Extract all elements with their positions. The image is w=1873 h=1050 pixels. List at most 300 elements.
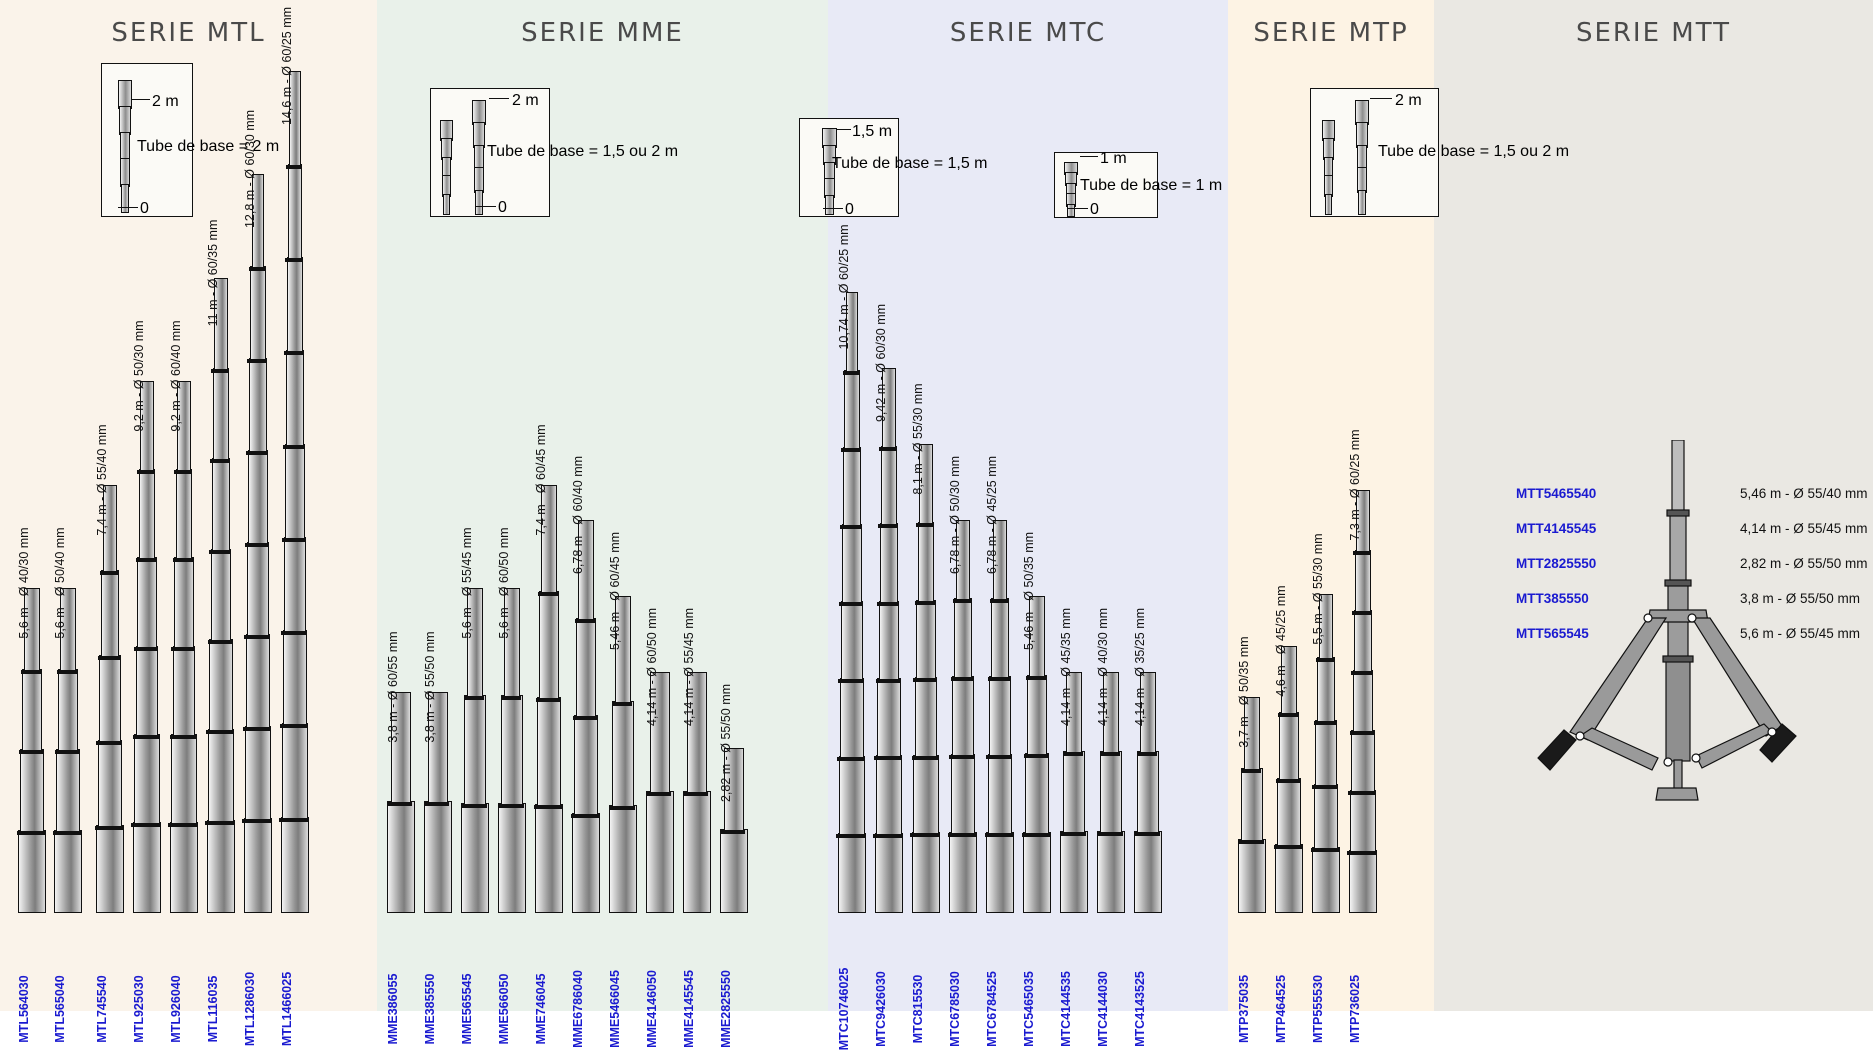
mast-segment (1100, 751, 1122, 833)
mast-segment (1060, 831, 1088, 913)
mast-code-label: MTC9426030 (874, 971, 888, 1047)
mast-clamp (1276, 779, 1299, 783)
mast-segment (991, 598, 1009, 679)
mast-clamp (137, 470, 155, 474)
mast-clamp (211, 369, 228, 373)
mast-segment (951, 754, 976, 835)
legend-base-text-mme: Tube de base = 1,5 ou 2 m (487, 143, 679, 160)
mast-segment (952, 676, 973, 757)
mast-code-label: MTP464525 (1274, 974, 1288, 1044)
mast-code-label: MME385550 (423, 973, 437, 1045)
mast-clamp (839, 602, 862, 606)
mast-clamp (133, 735, 159, 739)
mast-segment (913, 755, 938, 836)
mast-segment (1354, 610, 1372, 673)
mast-spec-label: 4,14 m - Ø 55/45 mm (682, 607, 696, 727)
mast-segment (1317, 657, 1335, 723)
mast-clamp (210, 459, 230, 463)
mast-segment (283, 630, 307, 726)
legend-zero-label-mtl: 0 (140, 200, 149, 217)
legend-zero-line (823, 208, 843, 209)
mast-clamp (877, 602, 899, 606)
mast-clamp (501, 696, 522, 700)
mast-clamp (1352, 611, 1372, 615)
mast-segment (282, 723, 308, 819)
legend-pole-segment (118, 80, 132, 109)
mast-clamp (136, 558, 157, 562)
mast-clamp (279, 818, 309, 822)
mast-clamp (461, 804, 487, 808)
mast-MME2825550 (719, 683, 746, 1048)
tripod-code-MTT5465540: MTT5465540 (1516, 486, 1597, 501)
legend-base-text-mtp: Tube de base = 1 m (1080, 177, 1223, 194)
mast-segment (170, 822, 198, 913)
mast-MTL925030 (132, 320, 159, 1043)
tripod-code-MTT2825550: MTT2825550 (1516, 556, 1597, 571)
mast-segment (173, 646, 195, 737)
mast-spec-label: 5,46 m - Ø 60/45 mm (608, 532, 622, 651)
mast-MTC10746025 (837, 224, 864, 1050)
mast-segment (99, 655, 120, 743)
mast-MTL745540 (95, 423, 122, 1043)
mast-clamp (55, 750, 78, 754)
mast-spec-label: 5,6 m - Ø 55/45 mm (460, 527, 474, 639)
mast-code-label: MTL745540 (95, 975, 109, 1043)
legend-base-text-mtc: Tube de base = 1,5 m (832, 155, 988, 172)
mast-clamp (168, 823, 197, 827)
mast-segment (245, 726, 271, 821)
mast-segment (58, 669, 77, 753)
mast-segment (840, 678, 864, 758)
mast-segment (1312, 847, 1340, 913)
mast-segment (949, 832, 977, 913)
mast-clamp (538, 592, 557, 596)
mast-code-label: MTC4144535 (1059, 971, 1073, 1047)
mast-spec-label: 6,78 m - Ø 50/30 mm (948, 456, 962, 575)
mast-clamp (838, 679, 864, 683)
legend-top-label-mtp: 1 m (1100, 150, 1127, 167)
mast-clamp (21, 670, 40, 674)
mast-segment (879, 601, 900, 681)
mast-segment (1027, 675, 1046, 756)
mast-clamp (988, 677, 1010, 681)
mast-code-label: MME6786040 (571, 970, 585, 1048)
mast-clamp (915, 601, 936, 605)
mast-clamp (57, 670, 76, 674)
mast-code-label: MTC5465035 (1022, 971, 1036, 1047)
mast-clamp (990, 599, 1008, 603)
mast-segment (213, 368, 229, 461)
mast-clamp (281, 631, 307, 635)
mast-clamp (721, 830, 744, 834)
legend-pole-segment (1358, 190, 1366, 215)
mast-spec-label: 5,6 m - Ø 50/40 mm (53, 527, 67, 639)
mast-segment (1275, 844, 1303, 913)
mast-segment (954, 598, 972, 679)
mast-segment (881, 446, 897, 526)
mast-clamp (1274, 845, 1302, 849)
mast-clamp (53, 831, 81, 835)
mast-spec-label: 4,14 m - Ø 40/30 mm (1096, 607, 1110, 727)
mast-code-label: MME386055 (386, 973, 400, 1045)
mast-clamp (285, 258, 304, 262)
mast-segment (244, 818, 272, 913)
mast-clamp (609, 806, 635, 810)
mast-segment (844, 370, 859, 450)
mast-segment (174, 557, 193, 648)
mast-spec-label: 9,2 m - Ø 50/30 mm (132, 320, 146, 432)
mast-segment (574, 715, 598, 815)
mast-MME4146050 (645, 607, 672, 1048)
mast-spec-label: 9,42 m - Ø 60/30 mm (874, 304, 888, 423)
mast-clamp (1353, 551, 1370, 555)
mast-code-label: MME746045 (534, 973, 548, 1045)
mast-segment (464, 695, 486, 805)
mast-clamp (206, 730, 233, 734)
mast-clamp (1238, 840, 1264, 844)
mast-segment (20, 749, 44, 833)
mast-segment (171, 734, 196, 825)
mast-clamp (949, 755, 974, 759)
mast-clamp (134, 647, 157, 651)
mast-segment (246, 634, 270, 729)
mast-segment (98, 740, 123, 828)
mast-clamp (286, 165, 303, 169)
mast-clamp (684, 792, 707, 796)
mast-clamp (1348, 791, 1375, 795)
mast-segment (720, 829, 748, 913)
panel-title-mme: SERIE MME (521, 18, 684, 48)
mast-segment (284, 537, 306, 633)
mast-segment (139, 469, 156, 560)
mast-segment (501, 695, 523, 805)
mast-clamp (879, 447, 896, 451)
legend-leader-line (132, 99, 150, 100)
mast-segment (1097, 831, 1125, 913)
mast-MTC815530 (911, 383, 938, 1044)
tripod-spec-MTT565545: 5,6 m - Ø 55/45 mm (1740, 626, 1861, 641)
mast-spec-label: 12,8 m - Ø 60/30 mm (243, 109, 257, 229)
mast-MTL926040 (169, 320, 196, 1043)
mast-segment (286, 350, 304, 446)
mast-clamp (837, 757, 865, 761)
mast-clamp (841, 448, 860, 452)
mast-segment (915, 677, 937, 758)
mast-segment (839, 756, 865, 836)
mast-segment (875, 833, 903, 913)
mast-spec-label: 7,4 m - Ø 55/40 mm (95, 423, 109, 536)
mast-clamp (244, 635, 270, 639)
mast-clamp (19, 750, 42, 754)
mast-code-label: MTC4144030 (1096, 971, 1110, 1047)
legend-zero-line (118, 207, 138, 208)
mast-spec-label: 4,14 m - Ø 45/35 mm (1059, 607, 1073, 727)
mast-segment (880, 523, 898, 603)
mast-MME566050 (497, 527, 524, 1045)
legend-zero-line (476, 206, 496, 207)
mast-segment (1279, 712, 1298, 781)
mast-clamp (95, 826, 124, 830)
mast-spec-label: 2,82 m - Ø 55/50 mm (719, 683, 733, 802)
mast-clamp (498, 804, 524, 808)
mast-segment (133, 822, 161, 913)
mast-segment (646, 791, 674, 913)
mast-spec-label: 9,2 m - Ø 60/40 mm (169, 320, 183, 432)
mast-spec-label: 5,46 m - Ø 50/35 mm (1022, 532, 1036, 651)
mast-segment (843, 447, 860, 527)
mast-clamp (174, 470, 192, 474)
panel-title-mtc: SERIE MTC (949, 18, 1107, 48)
mast-segment (876, 755, 902, 835)
mast-segment (288, 164, 303, 260)
mast-segment (609, 805, 637, 913)
mast-segment (101, 570, 119, 658)
legend-base-text-mtt: Tube de base = 1,5 ou 2 m (1378, 143, 1570, 160)
mast-segment (1277, 778, 1301, 847)
mast-segment (22, 669, 41, 753)
mast-segment (1137, 751, 1159, 833)
mast-code-label: MME565545 (460, 973, 474, 1045)
legend-top-label-mtc: 1,5 m (852, 123, 893, 140)
mast-segment (1349, 850, 1377, 913)
mast-clamp (17, 831, 45, 835)
mast-clamp (1351, 671, 1373, 675)
tripod-spec-MTT5465540: 5,46 m - Ø 55/40 mm (1740, 486, 1868, 501)
mast-clamp (131, 823, 160, 827)
mast-clamp (916, 523, 934, 527)
legend-top-label-mme: 2 m (512, 92, 539, 109)
tripod-spec-MTT4145545: 4,14 m - Ø 55/45 mm (1740, 521, 1868, 536)
legend-pole-segment (1325, 194, 1332, 215)
mast-code-label: MTL564030 (17, 975, 31, 1043)
mast-segment (918, 522, 935, 603)
mast-clamp (836, 834, 866, 838)
mast-clamp (100, 571, 118, 575)
mast-segment (209, 639, 232, 732)
mast-clamp (245, 543, 268, 547)
mast-segment (612, 701, 634, 809)
mast-segment (18, 830, 46, 914)
mast-clamp (1137, 752, 1158, 756)
mast-clamp (913, 678, 936, 682)
mast-spec-label: 4,14 m - Ø 60/50 mm (645, 607, 659, 727)
mast-segment (96, 825, 124, 913)
mast-MME386055 (386, 630, 413, 1045)
mast-clamp (464, 696, 485, 700)
mast-clamp (951, 677, 973, 681)
mast-clamp (575, 619, 594, 623)
mast-spec-label: 7,4 m - Ø 60/45 mm (534, 423, 548, 536)
legend-leader-line (1080, 156, 1098, 157)
mast-MTL1466025 (280, 6, 307, 1047)
panel-title-mtp: SERIE MTP (1253, 18, 1409, 48)
mast-spec-label: 5,6 m - Ø 60/50 mm (497, 527, 511, 639)
mast-segment (461, 803, 489, 913)
mast-clamp (612, 702, 633, 706)
mast-MTP375035 (1237, 636, 1264, 1044)
mast-segment (838, 833, 866, 913)
mast-MTC5465035 (1022, 532, 1049, 1047)
mast-segment (989, 676, 1010, 757)
mast-spec-label: 4,14 m - Ø 35/25 mm (1133, 607, 1147, 727)
mast-MTP464525 (1274, 584, 1301, 1044)
tripod-illustration (1520, 440, 1840, 920)
legend-pole-segment (120, 158, 129, 187)
mast-segment (1350, 790, 1376, 853)
mast-segment (211, 549, 232, 642)
legend-top-label-mtl: 2 m (152, 93, 179, 110)
legend-leader-line (489, 98, 509, 99)
mast-segment (841, 601, 863, 681)
mast-segment (134, 734, 159, 825)
mast-MME565545 (460, 527, 487, 1045)
mast-clamp (249, 267, 266, 271)
mast-clamp (536, 698, 559, 702)
mast-segment (683, 791, 711, 913)
legend-zero-line (1068, 208, 1088, 209)
mast-clamp (205, 821, 235, 825)
mast-code-label: MTL1466025 (280, 971, 294, 1047)
mast-spec-label: 6,78 m - Ø 45/25 mm (985, 456, 999, 575)
mast-segment (572, 813, 600, 913)
mast-clamp (247, 359, 266, 363)
mast-clamp (98, 656, 120, 660)
legend-zero-label-mtc: 0 (845, 201, 854, 218)
mast-segment (1134, 831, 1162, 913)
tripod-code-MTT4145545: MTT4145545 (1516, 521, 1597, 536)
mast-clamp (170, 735, 196, 739)
mast-segment (877, 678, 900, 758)
mast-segment (136, 646, 158, 737)
mast-clamp (874, 756, 901, 760)
mast-segment (176, 469, 193, 560)
mast-segment (1353, 670, 1374, 733)
mast-MTC6784525 (985, 456, 1012, 1047)
mast-clamp (843, 371, 860, 375)
mast-MTL116035 (206, 219, 233, 1043)
mast-segment (1063, 751, 1085, 833)
mast-segment (137, 557, 156, 648)
mast-code-label: MTC6785030 (948, 971, 962, 1047)
legend-pole-segment (121, 184, 129, 213)
mast-segment (498, 803, 526, 913)
mast-spec-label: 7,3 m - Ø 60/25 mm (1348, 429, 1362, 541)
mast-clamp (1024, 754, 1047, 758)
mast-spec-label: 3,8 m - Ø 60/55 mm (386, 630, 400, 743)
mast-clamp (243, 727, 271, 731)
mast-segment (1314, 784, 1339, 850)
legend-zero-label-mme: 0 (498, 199, 507, 216)
mast-code-label: MTC10746025 (837, 967, 851, 1050)
mast-segment (916, 600, 935, 681)
mast-code-label: MTP555530 (1311, 974, 1325, 1044)
mast-segment (1238, 839, 1266, 913)
mast-segment (1025, 753, 1049, 834)
mast-clamp (1316, 658, 1334, 662)
mast-clamp (96, 741, 121, 745)
mast-clamp (1060, 832, 1086, 836)
mast-segment (247, 542, 269, 637)
mast-clamp (1063, 752, 1084, 756)
mast-clamp (209, 550, 231, 554)
mast-segment (1241, 768, 1263, 842)
legend-zero-label-mtp: 0 (1090, 201, 1099, 218)
tripod-code-MTT385550: MTT385550 (1516, 591, 1589, 606)
mast-clamp (173, 558, 194, 562)
mast-spec-label: 4,6 m - Ø 45/25 mm (1274, 584, 1288, 697)
legend-pole-segment (443, 194, 450, 215)
panel-title-mtl: SERIE MTL (111, 18, 266, 48)
mast-MTP555530 (1311, 533, 1338, 1044)
mast-segment (986, 832, 1014, 913)
mast-clamp (1311, 848, 1340, 852)
mast-clamp (1100, 752, 1121, 756)
mast-clamp (573, 716, 596, 720)
mast-clamp (986, 755, 1011, 759)
mast-MTP736025 (1348, 429, 1375, 1044)
mast-clamp (1022, 833, 1050, 837)
mast-segment (576, 618, 595, 718)
mast-code-label: MTC4143525 (1133, 971, 1147, 1047)
mast-code-label: MTL925030 (132, 975, 146, 1043)
legend-pole-segment (825, 195, 834, 215)
mast-clamp (910, 833, 939, 837)
mast-segment (1355, 550, 1371, 613)
mast-MTL564030 (17, 527, 44, 1043)
mast-MTC4143525 (1133, 607, 1160, 1047)
mast-segment (1351, 730, 1374, 793)
mast-MME5466045 (608, 532, 635, 1048)
mast-spec-label: 8,1 m - Ø 55/30 mm (911, 383, 925, 495)
mast-spec-label: 6,78 m - Ø 60/40 mm (571, 456, 585, 575)
mast-clamp (953, 599, 971, 603)
mast-clamp (840, 525, 861, 529)
mast-segment (208, 729, 234, 822)
mast-clamp (1314, 721, 1336, 725)
mast-MME746045 (534, 423, 561, 1045)
mast-clamp (647, 792, 670, 796)
mast-code-label: MTC815530 (911, 974, 925, 1044)
mast-code-label: MTP736025 (1348, 974, 1362, 1044)
mast-MTC6785030 (948, 456, 975, 1047)
mast-clamp (280, 724, 308, 728)
mast-code-label: MTL1286030 (243, 971, 257, 1047)
mast-segment (537, 697, 561, 806)
mast-clamp (1026, 676, 1045, 680)
mast-MME385550 (423, 630, 450, 1045)
legend-base-text-mtl: Tube de base = 2 m (137, 138, 280, 155)
mast-segment (1023, 832, 1051, 913)
mast-segment (1315, 720, 1336, 786)
mast-segment (387, 801, 415, 913)
mast-clamp (284, 351, 305, 355)
mast-clamp (246, 451, 267, 455)
tripod-spec-MTT385550: 3,8 m - Ø 55/50 mm (1740, 591, 1861, 606)
mast-segment (842, 524, 861, 604)
mast-clamp (873, 834, 903, 838)
mast-clamp (1278, 713, 1297, 717)
mast-spec-label: 10,74 m - Ø 60/25 mm (837, 224, 851, 350)
mast-clamp (912, 756, 938, 760)
mast-code-label: MME2825550 (719, 970, 733, 1048)
mast-clamp (878, 524, 898, 528)
mast-code-label: MTL116035 (206, 975, 220, 1043)
mast-clamp (1347, 851, 1377, 855)
mast-spec-label: 11 m - Ø 60/35 mm (206, 219, 220, 326)
mast-code-label: MTC6784525 (985, 971, 999, 1047)
mast-code-label: MTP375035 (1237, 974, 1251, 1044)
mast-MME6786040 (571, 456, 598, 1048)
